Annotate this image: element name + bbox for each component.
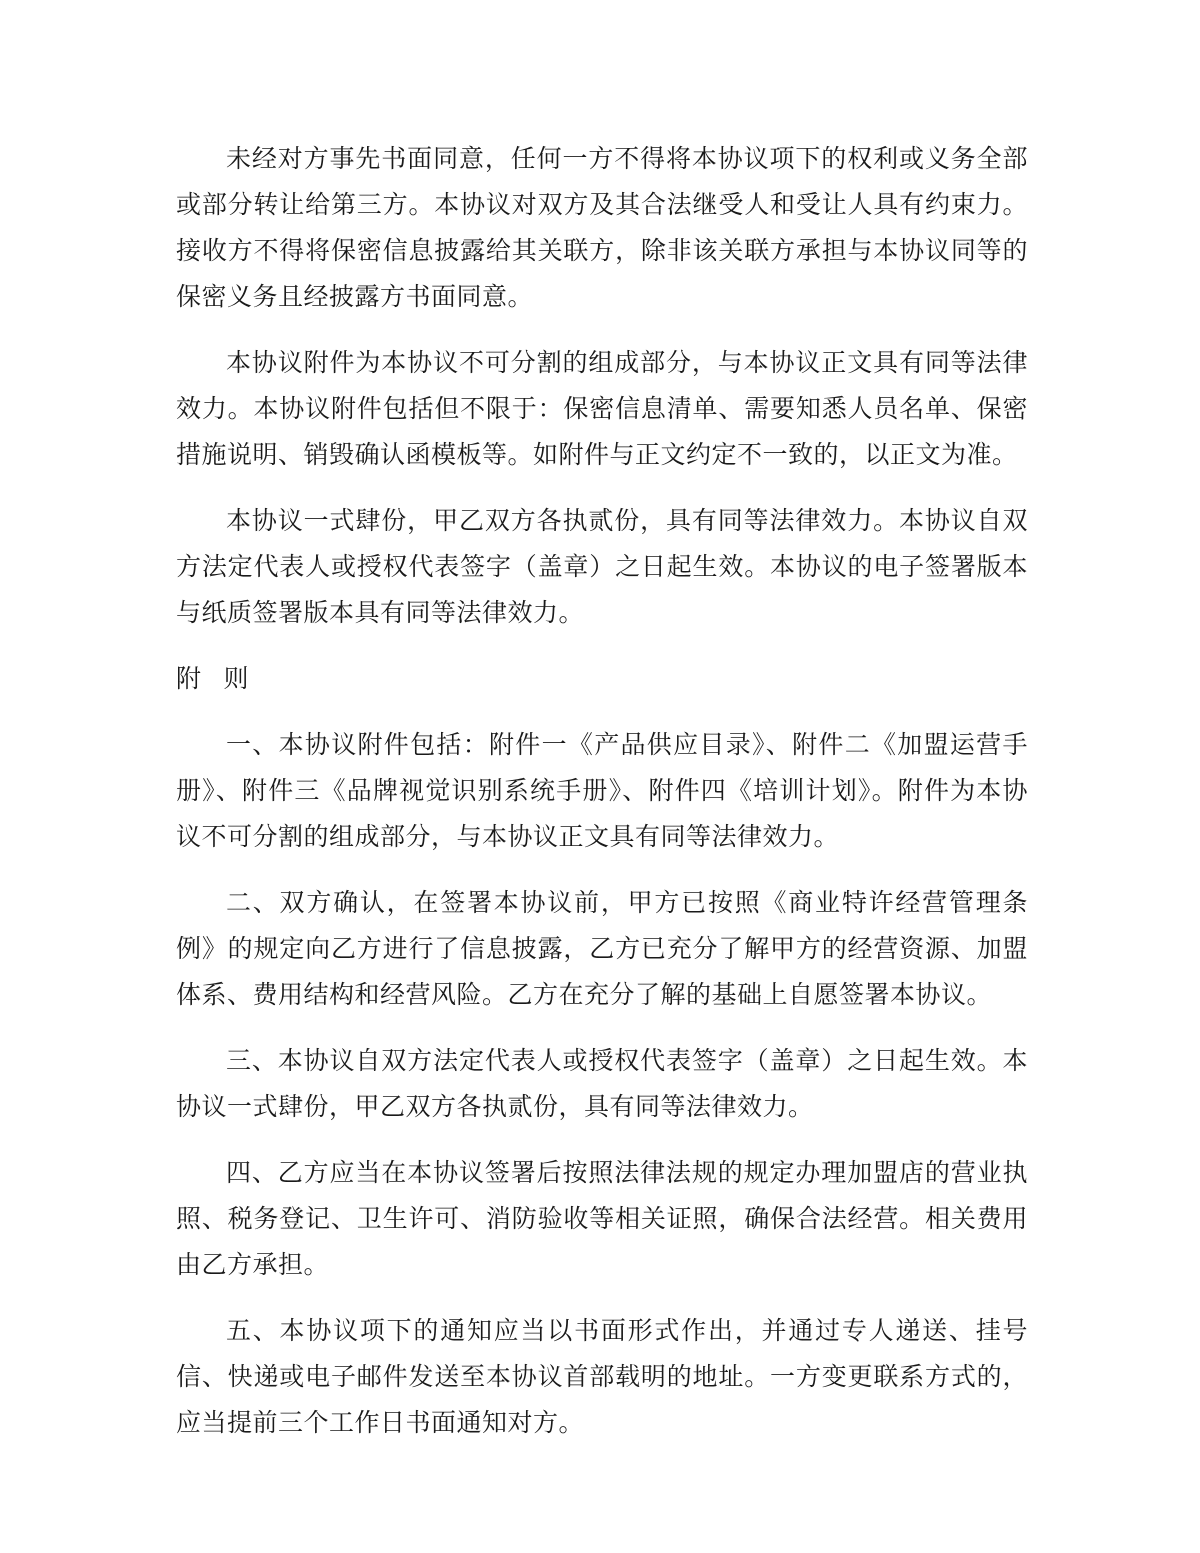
paragraph-annex: 本协议附件为本协议不可分割的组成部分，与本协议正文具有同等法律效力。本协议附件包括但不限于：保密信息清单、需要知悉人员名单、保密措施说明、销毁确认函模板等。如附件与正文约定不一致的，以正文为准。 [176,348,1028,469]
section-heading-supplementary [176,656,1028,702]
heading-char-2: 则 [223,664,250,693]
heading-char-1: 附 [176,664,202,693]
clause-1: 一、本协议附件包括：附件一《产品供应目录》、附件二《加盟运营手册》、附件三《品牌视觉识别系统手册》、附件四《培训计划》。附件为本协议不可分割的组成部分，与本协议正文具有同等法律效力。 [176,730,1028,851]
clause-2: 二、双方确认，在签署本协议前，甲方已按照《商业特许经营管理条例》的规定向乙方进行了信息披露，乙方已充分了解甲方的经营资源、加盟体系、费用结构和经营风险。乙方在充分了解的基础上自愿签署本协议。 [176,888,1028,1009]
paragraph-assignment: 未经对方事先书面同意，任何一方不得将本协议项下的权利或义务全部或部分转让给第三方。本协议对双方及其合法继受人和受让人具有约束力。接收方不得将保密信息披露给其关联方，除非该关联方承担与本协议同等的保密义务且经披露方书面同意。 [176,144,1028,311]
clause-3: 三、本协议自双方法定代表人或授权代表签字（盖章）之日起生效。本协议一式肆份，甲乙双方各执贰份，具有同等法律效力。 [176,1046,1028,1121]
clause-4: 四、乙方应当在本协议签署后按照法律法规的规定办理加盟店的营业执照、税务登记、卫生许可、消防验收等相关证照，确保合法经营。相关费用由乙方承担。 [176,1158,1028,1279]
clause-5: 五、本协议项下的通知应当以书面形式作出，并通过专人递送、挂号信、快递或电子邮件发送至本协议首部载明的地址。一方变更联系方式的，应当提前三个工作日书面通知对方。 [176,1316,1028,1437]
paragraph-copies: 本协议一式肆份，甲乙双方各执贰份，具有同等法律效力。本协议自双方法定代表人或授权代表签字（盖章）之日起生效。本协议的电子签署版本与纸质签署版本具有同等法律效力。 [176,506,1028,627]
document-page [176,136,1028,1446]
